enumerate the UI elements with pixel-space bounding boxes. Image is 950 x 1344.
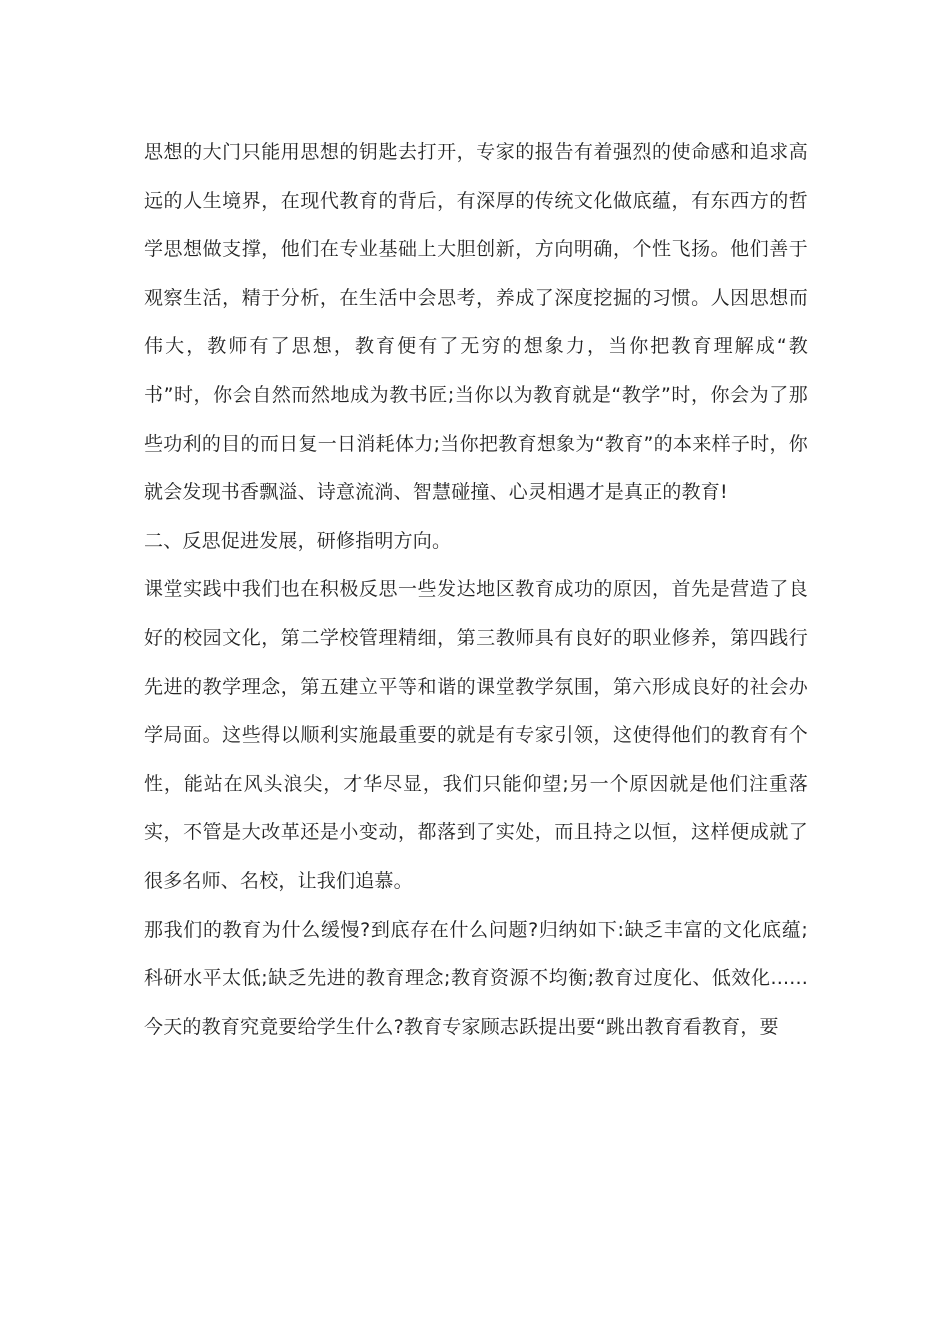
section-heading-reflection: 二、反思促进发展，研修指明方向。 (144, 529, 452, 552)
paragraph-practice: 课堂实践中我们也在积极反思一些发达地区教育成功的原因，首先是营造了良好的校园文化，第二学校管理精细，第三教师具有良好的职业修养，第四践行先进的教学理念，第五建立平等和谐的课堂教学氛围，第六形成良好的社会办学局面。这些得以顺利实施最重要的就是有专家引领，这使得他们的教育有个性，能站在风头浪尖，才华尽显，我们只能仰望;另一个原因就是他们注重落实，不管是大改革还是小变动，都落到了实处，而且持之以恒，这样便成就了很多名师、名校，让我们追慕。 (144, 578, 808, 892)
document-body (144, 128, 808, 1051)
paragraph-problems: 那我们的教育为什么缓慢?到底存在什么问题?归纳如下:缺乏丰富的文化底蕴;科研水平太低;缺乏先进的教育理念;教育资源不均衡;教育过度化、低效化......今天的教育究竟要给学生什么?教育专家顾志跃提出要“跳出教育看教育，要 (144, 918, 808, 1038)
paragraph-thought: 思想的大门只能用思想的钥匙去打开，专家的报告有着强烈的使命感和追求高远的人生境界，在现代教育的背后，有深厚的传统文化做底蕴，有东西方的哲学思想做支撑，他们在专业基础上大胆创新，方向明确，个性飞扬。他们善于观察生活，精于分析，在生活中会思考，养成了深度挖掘的习惯。人因思想而伟大，教师有了思想，教育便有了无穷的想象力，当你把教育理解成“教书”时，你会自然而然地成为教书匠;当你以为教育就是“教学”时，你会为了那些功利的目的而日复一日消耗体力;当你把教育想象为“教育”的本来样子时，你就会发现书香飘溢、诗意流淌、智慧碰撞、心灵相遇才是真正的教育! (144, 141, 808, 504)
